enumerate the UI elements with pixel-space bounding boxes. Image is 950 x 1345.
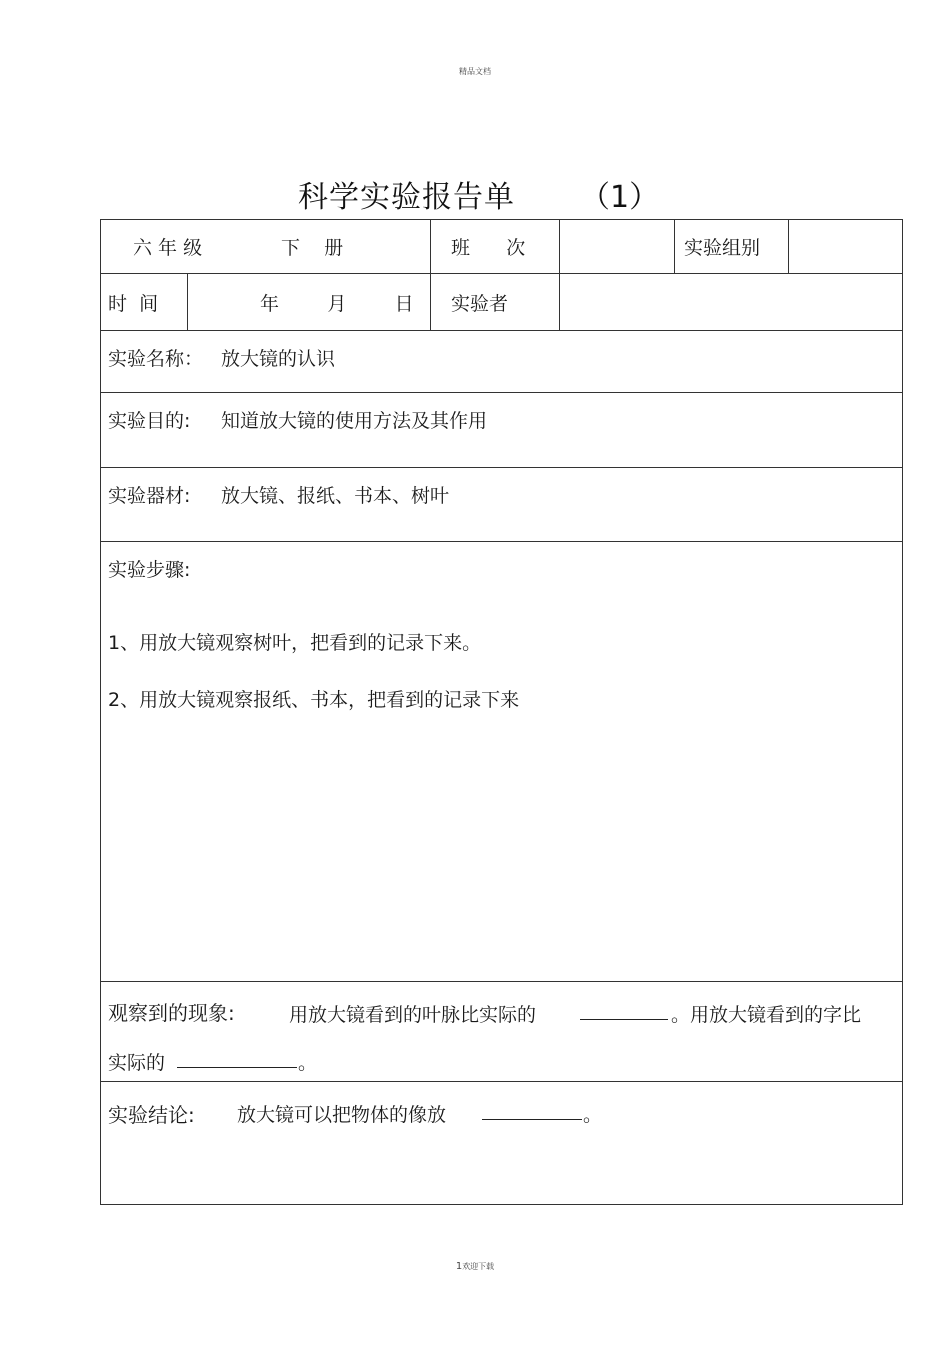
row-divider [100,392,903,393]
conclusion-text-b: 。 [583,1104,603,1126]
conclusion-label: 实验结论: [108,1103,195,1127]
group-label: 实验组别 [684,237,761,259]
row-divider [100,467,903,468]
step-item: 2、用放大镜观察报纸、书本，把看到的记录下来 [108,689,520,711]
table-border-bottom [100,1204,903,1205]
observation-blank-2[interactable] [177,1051,297,1068]
experiment-materials-label: 实验器材: [108,485,191,507]
report-table [100,219,903,1205]
col-divider [187,273,188,330]
volume-label: 下 册 [281,237,344,259]
experiment-materials-value: 放大镜、报纸、书本、树叶 [221,485,450,507]
col-divider [674,219,675,273]
table-border-right [902,219,903,1205]
footer-text: 欢迎下载 [462,1262,495,1271]
observation-text-d: 。 [298,1052,318,1074]
experiment-steps-label: 实验步骤: [108,559,191,581]
step-item: 1、用放大镜观察树叶，把看到的记录下来。 [108,632,482,654]
col-divider [559,219,560,330]
col-divider [430,219,431,330]
page-footer [0,1261,950,1272]
observation-text-c: 实际的 [108,1052,166,1074]
row-divider [100,273,903,274]
row-divider [100,981,903,982]
page-number: 1 [455,1261,463,1272]
conclusion-text-a: 放大镜可以把物体的像放 [237,1104,447,1126]
experiment-name-value: 放大镜的认识 [221,348,336,370]
table-border-left [100,219,101,1205]
row-divider [100,541,903,542]
observation-text-a: 用放大镜看到的叶脉比实际的 [289,1004,537,1026]
time-label: 时 间 [108,293,159,315]
experiment-name-label: 实验名称： [108,348,204,370]
table-border-top [100,219,903,220]
observation-blank-1[interactable] [580,1003,668,1020]
conclusion-blank[interactable] [482,1103,582,1120]
experiment-purpose-value: 知道放大镜的使用方法及其作用 [221,410,488,432]
title-number: （1） [580,180,660,215]
observation-text-b: 。用放大镜看到的字比 [671,1004,862,1026]
row-divider [100,330,903,331]
date-field[interactable]: 年 月 日 [260,293,414,315]
page-title: 科学实验报告单 [298,180,515,215]
row-divider [100,1081,903,1082]
header-note: 精品文档 [459,67,491,76]
observation-label: 观察到的现象: [108,1001,235,1025]
class-label: 班 次 [451,237,526,259]
experiment-purpose-label: 实验目的: [108,410,191,432]
grade-label: 六 年 级 [133,237,203,259]
experimenter-label: 实验者 [451,293,509,315]
col-divider [788,219,789,273]
